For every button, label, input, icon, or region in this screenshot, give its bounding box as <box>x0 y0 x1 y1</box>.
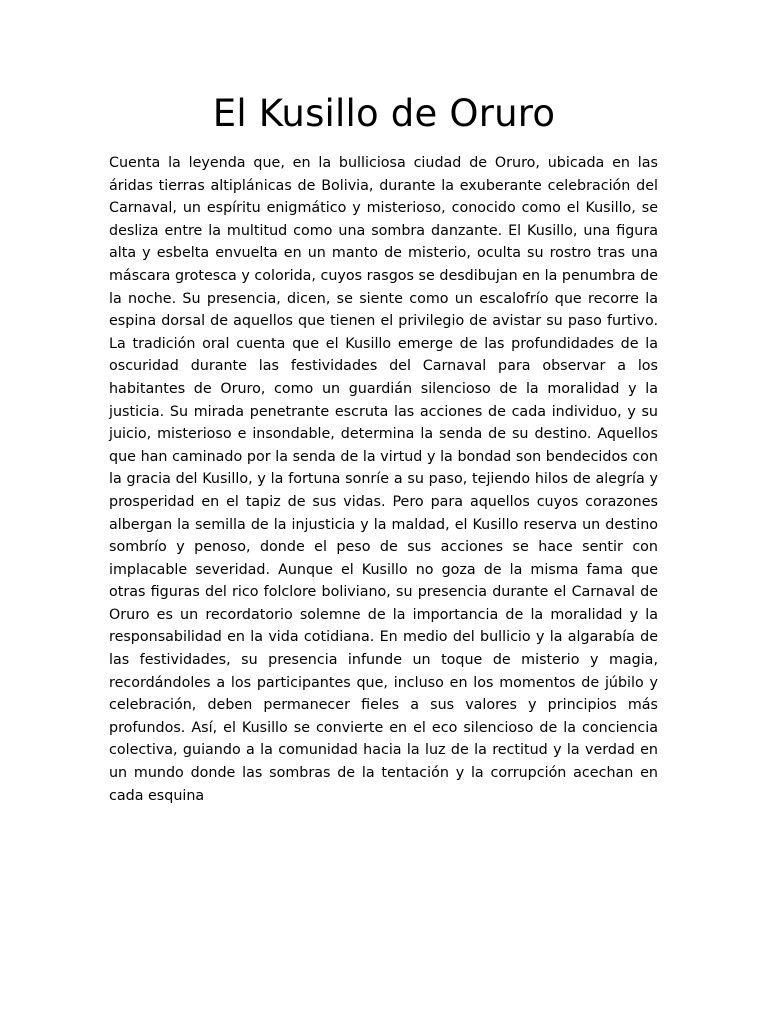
document-title: El Kusillo de Oruro <box>212 92 556 135</box>
document-body-paragraph: Cuenta la leyenda que, en la bulliciosa ciudad de Oruro, ubicada en las áridas tierras altiplánicas de Bolivia, durante la exuberante celebración del Carnaval, un espíritu enigmático y misterioso, conocido como el Kusillo, se desliza entre la multitud como una sombra danzante. El Kusillo, una figura alta y esbelta envuelta en un manto de misterio, oculta su rostro tras una máscara grotesca y colorida, cuyos rasgos se desdibujan en la penumbra de la noche. Su presencia, dicen, se siente como un escalofrío que recorre la espina dorsal de aquellos que tienen el privilegio de avistar su paso furtivo. La tradición oral cuenta que el Kusillo emerge de las profundidades de la oscuridad durante las festividades del Carnaval para observar a los habitantes de Oruro, como un guardián silencioso de la moralidad y la justicia. Su mirada penetrante escruta las acciones de cada individuo, y su juicio, misterioso e insondable, determina la senda de su destino. Aquellos que han caminado por la senda de la virtud y la bondad son bendecidos con la gracia del Kusillo, y la fortuna sonríe a su paso, tejiendo hilos de alegría y prosperidad en el tapiz de sus vidas. Pero para aquellos cuyos corazones albergan la semilla de la injusticia y la maldad, el Kusillo reserva un destino sombrío y penoso, donde el peso de sus acciones se hace sentir con implacable severidad. Aunque el Kusillo no goza de la misma fama que otras figuras del rico folclore boliviano, su presencia durante el Carnaval de Oruro es un recordatorio solemne de la importancia de la moralidad y la responsabilidad en la vida cotidiana. En medio del bullicio y la algarabía de las festividades, su presencia infunde un toque de misterio y magia, recordándoles a los participantes que, incluso en los momentos de júbilo y celebración, deben permanecer fieles a sus valores y principios más profundos. Así, el Kusillo se convierte en el eco silencioso de la conciencia colectiva, guiando a la comunidad hacia la luz de la rectitud y la verdad en un mundo donde las sombras de la tentación y la corrupción acechan en cada esquina <box>109 155 658 804</box>
